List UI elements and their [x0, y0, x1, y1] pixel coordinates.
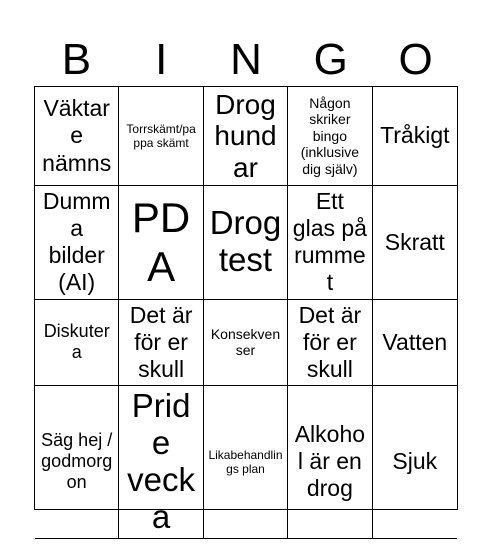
- bingo-cell-r2c3[interactable]: Drog test: [204, 186, 288, 300]
- header-letter-g: G: [313, 35, 348, 84]
- bingo-cell-r2c1[interactable]: Dumma bilder (AI): [35, 186, 119, 300]
- bingo-cell-r3c2[interactable]: Det är för er skull: [119, 300, 203, 386]
- header-letter-b: B: [61, 35, 92, 84]
- header-letter-n: N: [230, 35, 262, 84]
- header-letter-o: O: [398, 35, 433, 84]
- header-letter-i: I: [155, 35, 168, 84]
- bingo-header: [34, 34, 458, 86]
- bingo-cell-r4c3[interactable]: Likabehandlings plan: [204, 386, 288, 539]
- bingo-cell-r4c4[interactable]: Alkohol är en drog: [288, 386, 372, 539]
- bingo-cell-r3c4[interactable]: Det är för er skull: [288, 300, 372, 386]
- bingo-cell-r1c1[interactable]: Väktare nämns: [35, 87, 119, 186]
- bingo-cell-r1c3[interactable]: Drog hundar: [204, 87, 288, 186]
- bingo-cell-r3c1[interactable]: Diskutera: [35, 300, 119, 386]
- bingo-board: [34, 86, 458, 535]
- bingo-cell-r2c2[interactable]: PDA: [119, 186, 203, 300]
- bingo-cell-r1c4[interactable]: Någon skriker bingo (inklusive dig själv): [288, 87, 372, 186]
- bingo-cell-r4c5[interactable]: Sjuk: [373, 386, 457, 539]
- bingo-cell-r2c5[interactable]: Skratt: [373, 186, 457, 300]
- bingo-cell-r3c3[interactable]: Konsekvenser: [204, 300, 288, 386]
- bingo-cell-r3c5[interactable]: Vatten: [373, 300, 457, 386]
- bingo-cell-r1c5[interactable]: Tråkigt: [373, 87, 457, 186]
- bingo-cell-r4c1[interactable]: Säg hej / godmorgon: [35, 386, 119, 539]
- bingo-cell-r2c4[interactable]: Ett glas på rummet: [288, 186, 372, 300]
- bingo-cell-r4c2[interactable]: Pride vecka: [119, 386, 203, 539]
- bingo-cell-r1c2[interactable]: Torrskämt/pappa skämt: [119, 87, 203, 186]
